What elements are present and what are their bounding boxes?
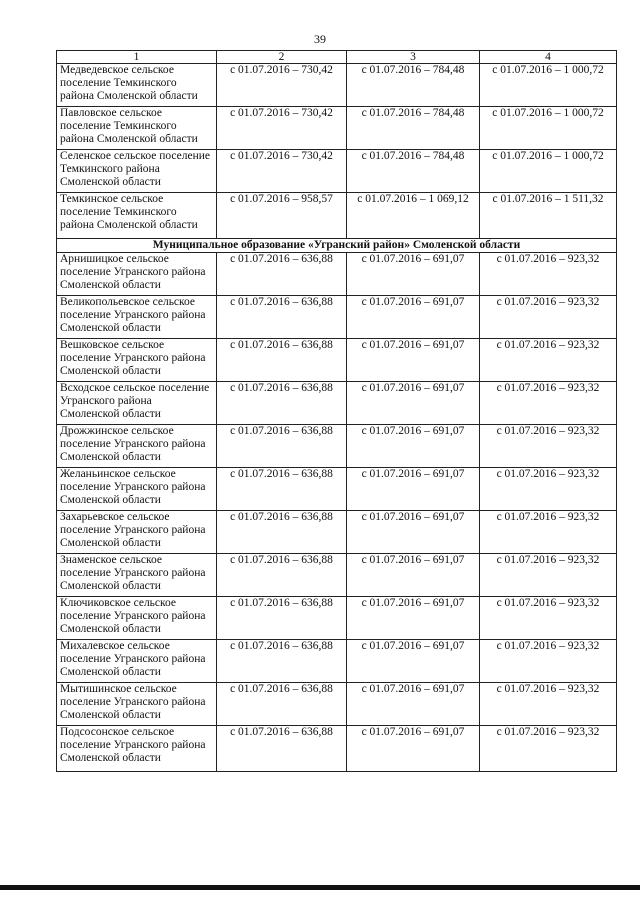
tariff-value: с 01.07.2016 – 923,32	[480, 640, 617, 683]
column-header: 1	[57, 51, 217, 64]
tariff-value: с 01.07.2016 – 1 000,72	[480, 107, 617, 150]
settlement-name: Захарьевское сельское поселение Угранского района Смоленской области	[57, 511, 217, 554]
settlement-name: Арнишицкое сельское поселение Угранского района Смоленской области	[57, 253, 217, 296]
tariff-value: с 01.07.2016 – 691,07	[347, 425, 480, 468]
tariff-value: с 01.07.2016 – 923,32	[480, 554, 617, 597]
table-row	[57, 107, 617, 150]
tariff-value: с 01.07.2016 – 923,32	[480, 339, 617, 382]
tariff-value: с 01.07.2016 – 923,32	[480, 468, 617, 511]
settlement-name: Знаменское сельское поселение Угранского района Смоленской области	[57, 554, 217, 597]
tariff-value: с 01.07.2016 – 691,07	[347, 296, 480, 339]
tariff-value: с 01.07.2016 – 784,48	[347, 64, 480, 107]
tariff-value: с 01.07.2016 – 923,32	[480, 726, 617, 772]
tariff-value: с 01.07.2016 – 923,32	[480, 683, 617, 726]
settlement-name: Павловское сельское поселение Темкинского района Смоленской области	[57, 107, 217, 150]
settlement-name: Дрожжинское сельское поселение Угранского района Смоленской области	[57, 425, 217, 468]
settlement-name: Мытишинское сельское поселение Угранского района Смоленской области	[57, 683, 217, 726]
tariff-value: с 01.07.2016 – 636,88	[217, 468, 347, 511]
column-header: 3	[347, 51, 480, 64]
tariff-value: с 01.07.2016 – 923,32	[480, 425, 617, 468]
tariff-value: с 01.07.2016 – 691,07	[347, 640, 480, 683]
tariff-value: с 01.07.2016 – 691,07	[347, 683, 480, 726]
settlement-name: Михалевское сельское поселение Угранского района Смоленской области	[57, 640, 217, 683]
tariff-value: с 01.07.2016 – 1 511,32	[480, 193, 617, 239]
tariff-value: с 01.07.2016 – 691,07	[347, 339, 480, 382]
settlement-name: Великопольевское сельское поселение Угранского района Смоленской области	[57, 296, 217, 339]
tariff-value: с 01.07.2016 – 730,42	[217, 150, 347, 193]
tariff-value: с 01.07.2016 – 923,32	[480, 382, 617, 425]
table-row	[57, 683, 617, 726]
settlement-name: Медведевское сельское поселение Темкинского района Смоленской области	[57, 64, 217, 107]
tariff-value: с 01.07.2016 – 636,88	[217, 296, 347, 339]
tariff-value: с 01.07.2016 – 691,07	[347, 382, 480, 425]
column-header: 2	[217, 51, 347, 64]
column-header: 4	[480, 51, 617, 64]
tariff-value: с 01.07.2016 – 636,88	[217, 425, 347, 468]
tariff-value: с 01.07.2016 – 636,88	[217, 382, 347, 425]
table-row	[57, 296, 617, 339]
tariff-value: с 01.07.2016 – 923,32	[480, 253, 617, 296]
settlement-name: Ключиковское сельское поселение Угранского района Смоленской области	[57, 597, 217, 640]
tariff-value: с 01.07.2016 – 691,07	[347, 554, 480, 597]
tariff-value: с 01.07.2016 – 784,48	[347, 107, 480, 150]
tariff-value: с 01.07.2016 – 958,57	[217, 193, 347, 239]
tariff-value: с 01.07.2016 – 691,07	[347, 726, 480, 772]
settlement-name: Подсосонское сельское поселение Угранского района Смоленской области	[57, 726, 217, 772]
tariff-value: с 01.07.2016 – 636,88	[217, 554, 347, 597]
tariff-value: с 01.07.2016 – 784,48	[347, 150, 480, 193]
tariff-value: с 01.07.2016 – 923,32	[480, 597, 617, 640]
settlement-name: Желаньинское сельское поселение Угранского района Смоленской области	[57, 468, 217, 511]
table-row	[57, 468, 617, 511]
tariff-value: с 01.07.2016 – 636,88	[217, 683, 347, 726]
settlement-name: Вешковское сельское поселение Угранского района Смоленской области	[57, 339, 217, 382]
tariff-value: с 01.07.2016 – 691,07	[347, 597, 480, 640]
table-row	[57, 253, 617, 296]
table-row	[57, 554, 617, 597]
tariff-value: с 01.07.2016 – 636,88	[217, 253, 347, 296]
tariff-value: с 01.07.2016 – 636,88	[217, 640, 347, 683]
tariff-value: с 01.07.2016 – 730,42	[217, 107, 347, 150]
section-header-row	[57, 239, 617, 253]
page-number: 39	[314, 32, 326, 46]
table-row	[57, 339, 617, 382]
tariff-value: с 01.07.2016 – 636,88	[217, 726, 347, 772]
table-row	[57, 511, 617, 554]
table-row	[57, 382, 617, 425]
tariff-value: с 01.07.2016 – 1 000,72	[480, 64, 617, 107]
settlement-name: Всходское сельское поселение Угранского района Смоленской области	[57, 382, 217, 425]
tariff-value: с 01.07.2016 – 691,07	[347, 468, 480, 511]
table-row	[57, 726, 617, 772]
table-row	[57, 64, 617, 107]
settlement-name: Селенское сельское поселение Темкинского района Смоленской области	[57, 150, 217, 193]
section-title: Муниципальное образование «Угранский район» Смоленской области	[57, 239, 617, 253]
tariff-value: с 01.07.2016 – 1 000,72	[480, 150, 617, 193]
tariff-value: с 01.07.2016 – 1 069,12	[347, 193, 480, 239]
tariff-value: с 01.07.2016 – 730,42	[217, 64, 347, 107]
tariff-value: с 01.07.2016 – 691,07	[347, 511, 480, 554]
settlement-name: Темкинское сельское поселение Темкинского района Смоленской области	[57, 193, 217, 239]
table-row	[57, 597, 617, 640]
table-row	[57, 425, 617, 468]
tariff-value: с 01.07.2016 – 923,32	[480, 296, 617, 339]
table-row	[57, 640, 617, 683]
tariff-value: с 01.07.2016 – 636,88	[217, 339, 347, 382]
tariff-value: с 01.07.2016 – 691,07	[347, 253, 480, 296]
bottom-rule	[0, 885, 640, 890]
tariff-value: с 01.07.2016 – 636,88	[217, 597, 347, 640]
table-row	[57, 150, 617, 193]
table-row	[57, 193, 617, 239]
tariff-value: с 01.07.2016 – 636,88	[217, 511, 347, 554]
tariff-value: с 01.07.2016 – 923,32	[480, 511, 617, 554]
table-header-row	[57, 51, 617, 64]
tariff-table	[56, 50, 617, 772]
